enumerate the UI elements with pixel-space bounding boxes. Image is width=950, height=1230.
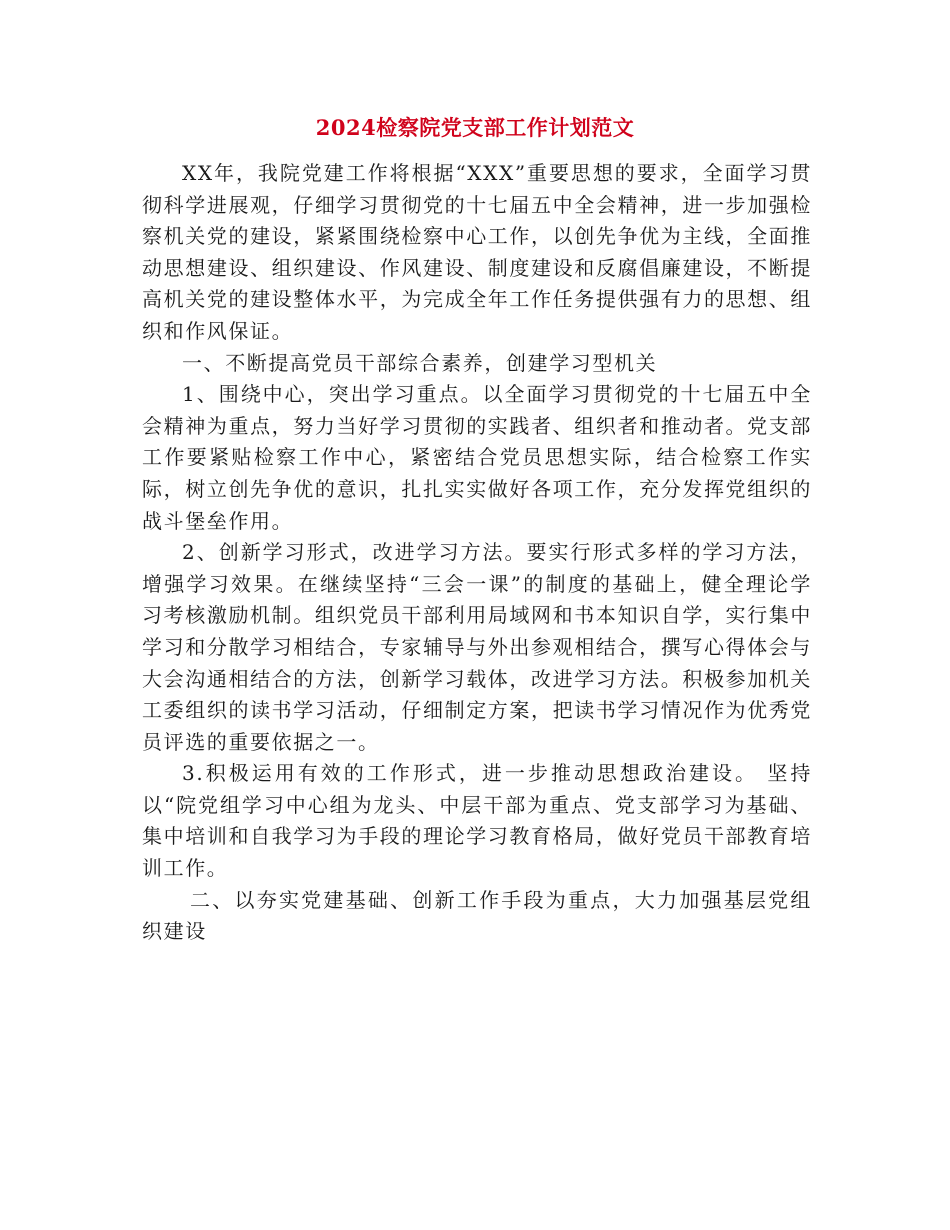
paragraph-item-2: 2、创新学习形式，改进学习方法。要实行形式多样的学习方法，增强学习效果。在继续坚持“三会一课”的制度的基础上，健全理论学习考核激励机制。组织党员干部利用局域网和书本知识自学，实行集中学习和分散学习相结合，专家辅导与外出参观相结合，撰写心得体会与大会沟通相结合的方法，创新学习载体，改进学习方法。积极参加机关工委组织的读书学习活动，仔细制定方案，把读书学习情况作为优秀党员评选的重要依据之一。 bbox=[142, 540, 812, 754]
document-body bbox=[142, 158, 812, 948]
section-heading-2: 二、以夯实党建基础、创新工作手段为重点，大力加强基层党组织建设 bbox=[142, 887, 812, 944]
paragraph-item-3: 3.积极运用有效的工作形式，进一步推动思想政治建设。 坚持以“院党组学习中心组为龙头、中层干部为重点、党支部学习为基础、集中培训和自我学习为手段的理论学习教育格局，做好党员干部教育培训工作。 bbox=[142, 761, 812, 881]
paragraph-item-1: 1、围绕中心，突出学习重点。以全面学习贯彻党的十七届五中全会精神为重点，努力当好学习贯彻的实践者、组织者和推动者。党支部工作要紧贴检察工作中心，紧密结合党员思想实际，结合检察工作实际，树立创先争优的意识，扎扎实实做好各项工作，充分发挥党组织的战斗堡垒作用。 bbox=[142, 382, 812, 533]
paragraph-intro: XX年，我院党建工作将根据“XXX”重要思想的要求，全面学习贯彻科学进展观，仔细学习贯彻党的十七届五中全会精神，进一步加强检察机关党的建设，紧紧围绕检察中心工作，以创先争优为主线，全面推动思想建设、组织建设、作风建设、制度建设和反腐倡廉建设，不断提高机关党的建设整体水平，为完成全年工作任务提供强有力的思想、组织和作风保证。 bbox=[142, 161, 812, 343]
section-heading-1: 一、不断提高党员干部综合素养，创建学习型机关 bbox=[182, 350, 658, 375]
document-title: 2024检察院党支部工作计划范文 bbox=[315, 115, 635, 140]
